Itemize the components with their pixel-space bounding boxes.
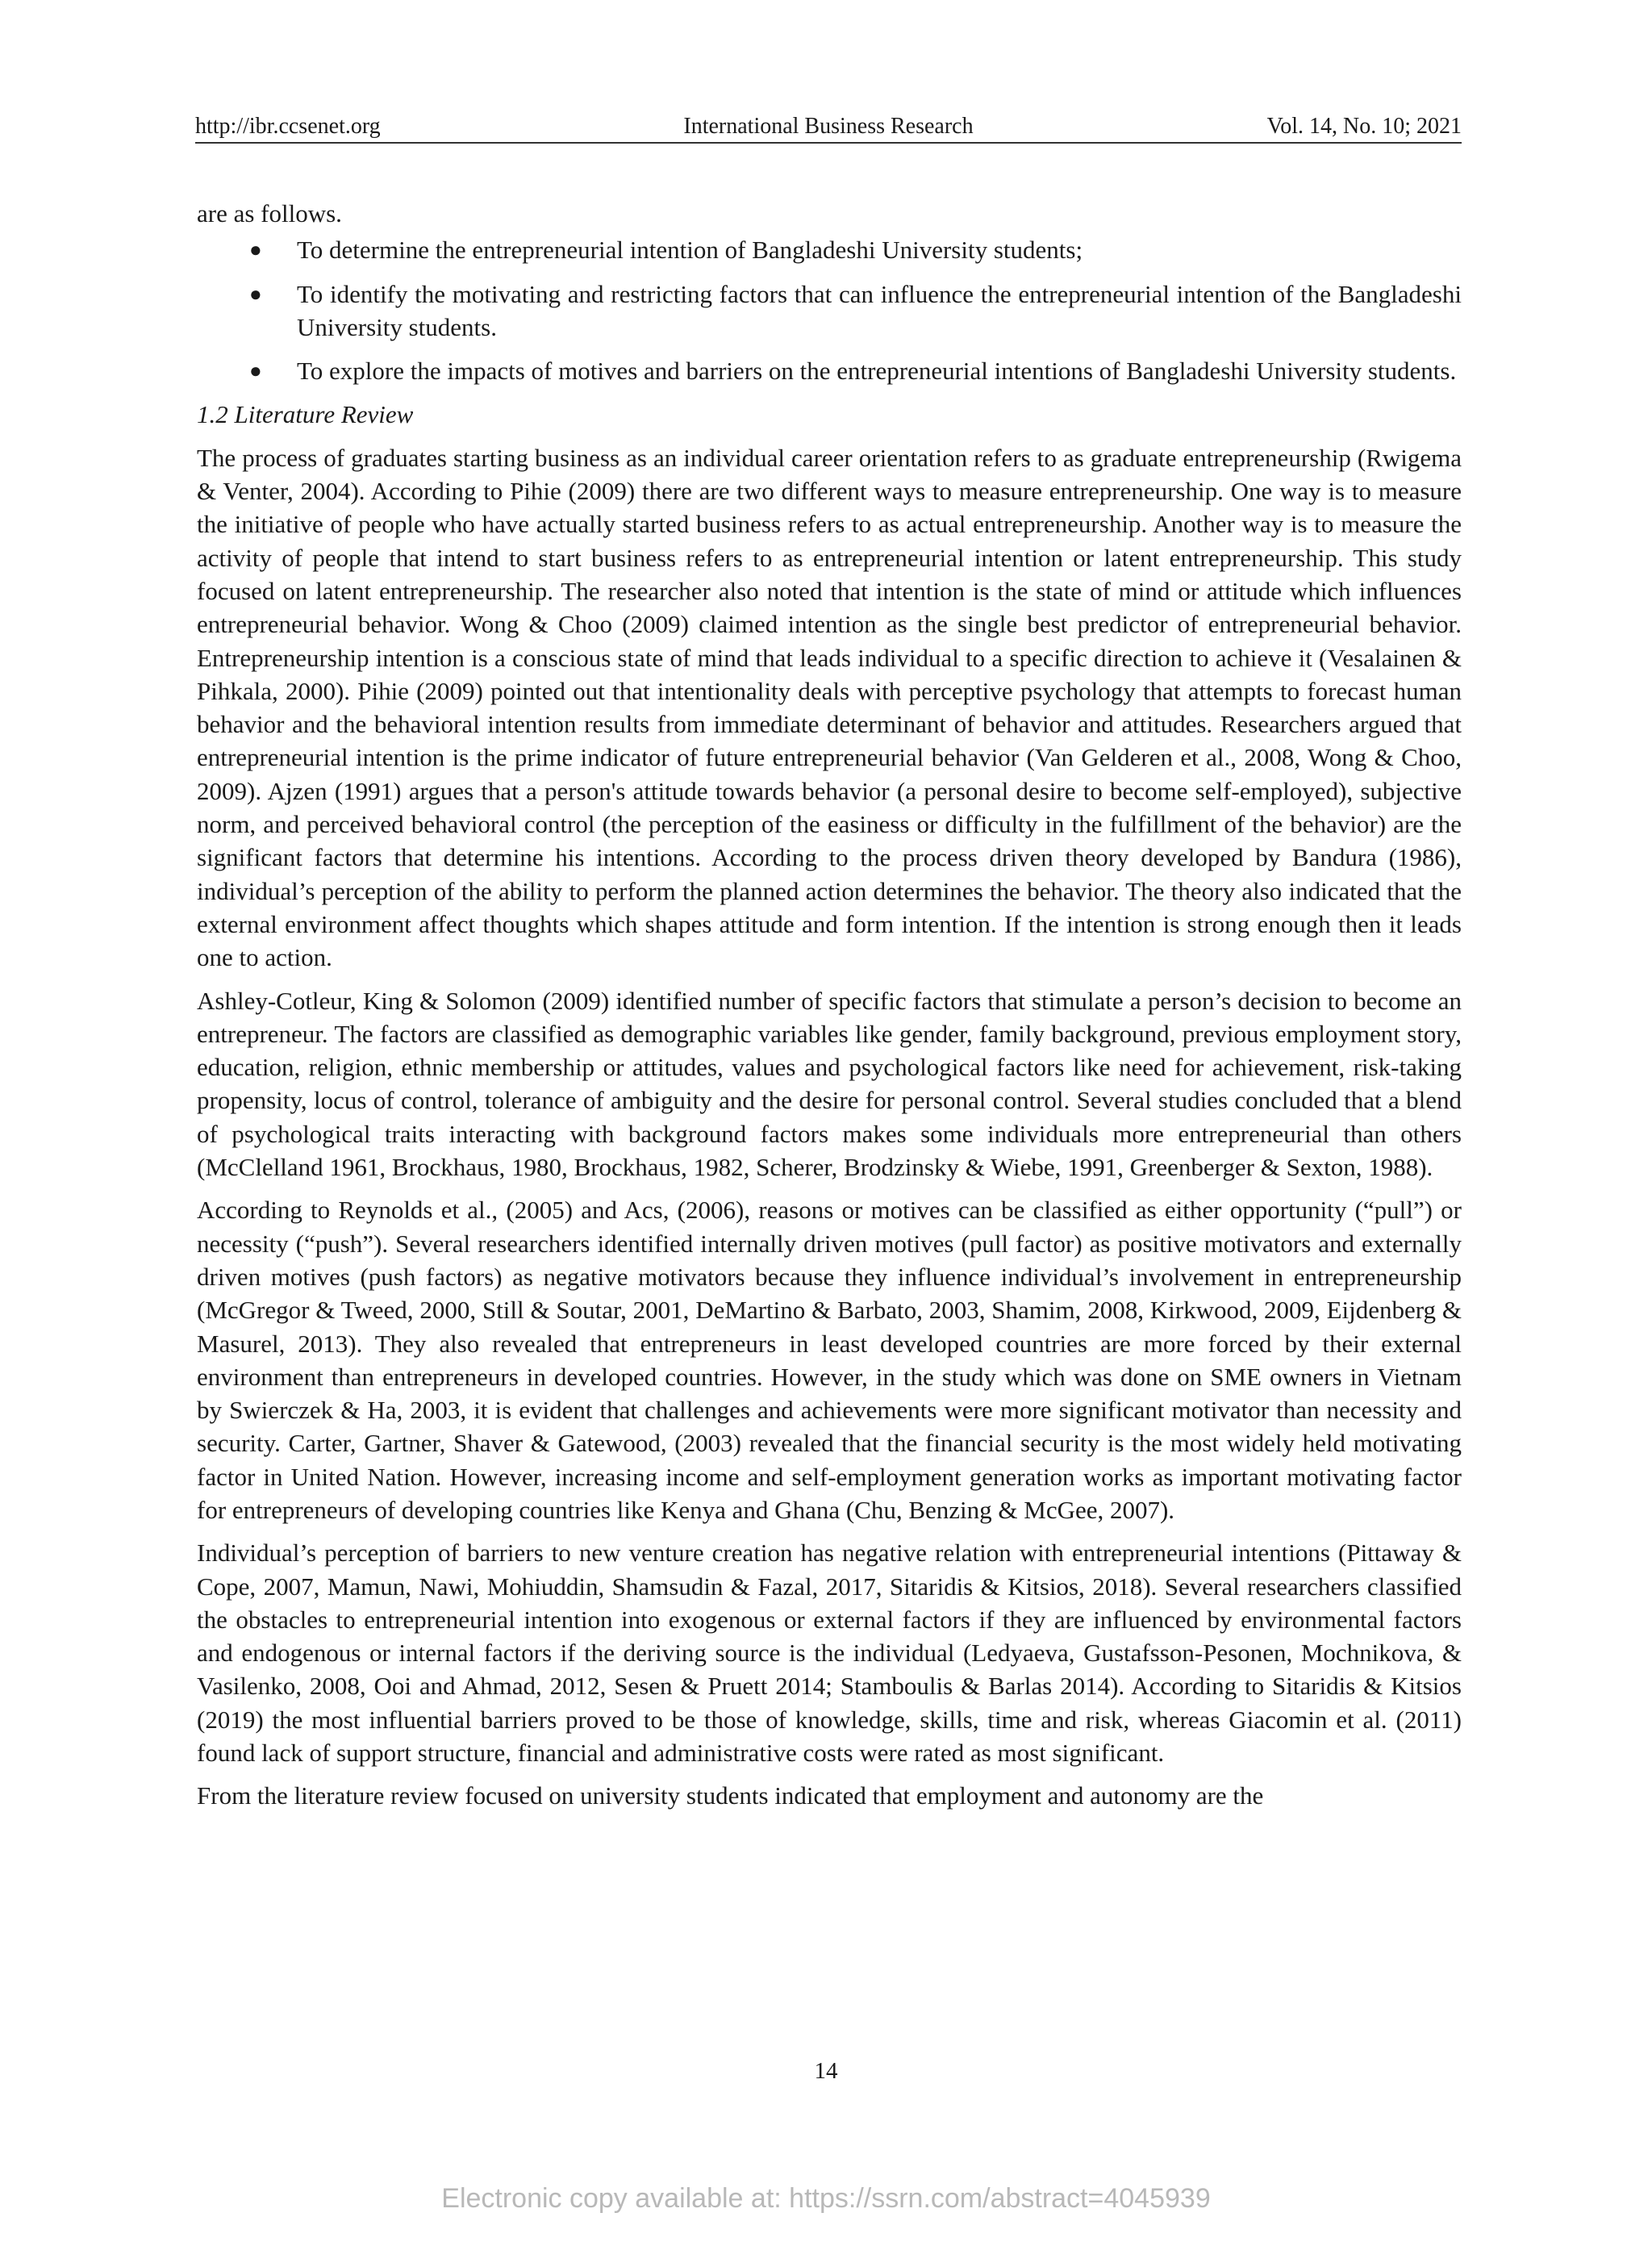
list-item [197,233,1462,266]
journal-title: International Business Research [683,114,974,139]
journal-url[interactable]: http://ibr.ccsenet.org [195,114,381,139]
bullet-icon: ● [249,359,262,383]
ssrn-watermark[interactable]: Electronic copy available at: https://ssrn.com/abstract=4045939 [441,2183,1211,2214]
paragraph: According to Reynolds et al., (2005) and Acs, (2006), reasons or motives can be classified as either opportunity (“pull”) or necessity (“push”). Several researchers identified internally driven motives (pull factor) as positive motivators and externally driven motives (push factors) as negative motivators because they influence individual’s involvement in entrepreneurship (McGregor & Tweed, 2000, Still & Soutar, 2001, DeMartino & Barbato, 2003, Shamim, 2008, Kirkwood, 2009, Eijdenberg & Masurel, 2013). They also revealed that entrepreneurs in least developed countries are more forced by their external environment than entrepreneurs in developed countries. However, in the study which was done on SME owners in Vietnam by Swierczek & Ha, 2003, it is evident that challenges and achievements were more significant motivator than necessity and security. Carter, Gartner, Shaver & Gatewood, (2003) revealed that the financial security is the most widely held motivating factor in United Nation. However, increasing income and self-employment generation works as important motivating factor for entrepreneurs of developing countries like Kenya and Ghana (Chu, Benzing & McGee, 2007). [197,1196,1462,1524]
intro-text: are as follows. [197,199,342,228]
list-item-text: To identify the motivating and restricting factors that can influence the entrepreneurial intention of the Bangladeshi University students. [297,279,1462,341]
paragraph: Individual’s perception of barriers to new venture creation has negative relation with entrepreneurial intentions (Pittaway & Cope, 2007, Mamun, Nawi, Mohiuddin, Shamsudin & Fazal, 2017, Sitaridis & Kitsios, 2018). Several researchers classified the obstacles to entrepreneurial intention into exogenous or external factors if they are influenced by environmental factors and endogenous or internal factors if the deriving source is the individual (Ledyaeva, Gustafsson-Pesonen, Mochnikova, & Vasilenko, 2008, Ooi and Ahmad, 2012, Sesen & Pruett 2014; Stamboulis & Barlas 2014). According to Sitaridis & Kitsios (2019) the most influential barriers proved to be those of knowledge, skills, time and risk, whereas Giacomin et al. (2011) found lack of support structure, financial and administrative costs were rated as most significant. [197,1539,1462,1768]
paragraph: Ashley-Cotleur, King & Solomon (2009) identified number of specific factors that stimulate a person’s decision to become an entrepreneur. The factors are classified as demographic variables like gender, family background, previous employment story, education, religion, ethnic membership or attitudes, values and psychological factors like need for achievement, risk-taking propensity, locus of control, tolerance of ambiguity and the desire for personal control. Several studies concluded that a blend of psychological traits interacting with background factors makes some individuals more entrepreneurial than others (McClelland 1961, Brockhaus, 1980, Brockhaus, 1982, Scherer, Brodzinsky & Wiebe, 1991, Greenberger & Sexton, 1988). [197,986,1462,1182]
list-item-text: To determine the entrepreneurial intention of Bangladeshi University students; [297,236,1083,265]
page-number: 14 [814,2058,838,2084]
objectives-list [197,233,1462,387]
page-body [197,197,1462,1822]
bullet-icon: ● [249,282,262,306]
bullet-icon: ● [249,238,262,262]
volume-info: Vol. 14, No. 10; 2021 [1266,114,1462,139]
section-heading: 1.2 Literature Review [197,400,414,429]
list-item [197,278,1462,344]
list-item-text: To explore the impacts of motives and barriers on the entrepreneurial intentions of Bangladeshi University students. [297,357,1457,386]
list-item [197,354,1462,387]
paragraph: From the literature review focused on university students indicated that employment and autonomy are the [197,1781,1264,1810]
paragraph: The process of graduates starting business as an individual career orientation refers to as graduate entrepreneurship (Rwigema & Venter, 2004). According to Pihie (2009) there are two different ways to measure entrepreneurship. One way is to measure the initiative of people who have actually started business refers to as actual entrepreneurship. Another way is to measure the activity of people that intend to start business refers to as entrepreneurial intention or latent entrepreneurship. This study focused on latent entrepreneurship. The researcher also noted that intention is the state of mind or attitude which influences entrepreneurial behavior. Wong & Choo (2009) claimed intention as the single best predictor of entrepreneurial behavior. Entrepreneurship intention is a conscious state of mind that leads individual to a specific direction to achieve it (Vesalainen & Pihkala, 2000). Pihie (2009) pointed out that intentionality deals with perceptive psychology that attempts to forecast human behavior and the behavioral intention results from immediate determinant of behavior and attitudes. Researchers argued that entrepreneurial intention is the prime indicator of future entrepreneurial behavior (Van Gelderen et al., 2008, Wong & Choo, 2009). Ajzen (1991) argues that a person's attitude towards behavior (a personal desire to become self-employed), subjective norm, and perceived behavioral control (the perception of the easiness or difficulty in the fulfillment of the behavior) are the significant factors that determine his intentions. According to the process driven theory developed by Bandura (1986), individual’s perception of the ability to perform the planned action determines the behavior. The theory also indicated that the external environment affect thoughts which shapes attitude and form intention. If the intention is strong enough then it leads one to action. [197,443,1462,972]
running-header [195,110,1462,144]
